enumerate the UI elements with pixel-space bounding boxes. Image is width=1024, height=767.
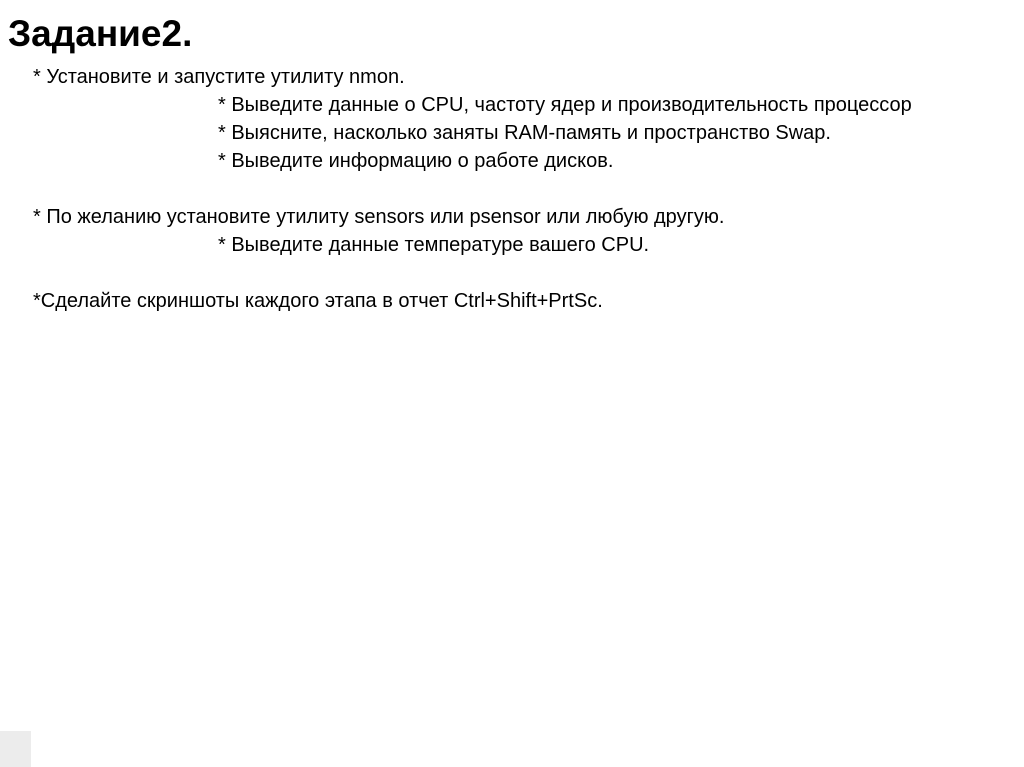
slide-title: Задание2. bbox=[8, 13, 193, 54]
task-disk-info: * Выведите информацию о работе дисков. bbox=[218, 150, 614, 172]
task-cpu-info: * Выведите данные о CPU, частоту ядер и производительность процессор bbox=[218, 94, 912, 116]
task-cpu-temperature: * Выведите данные температуре вашего CPU. bbox=[218, 234, 650, 256]
task-install-nmon: * Установите и запустите утилиту nmon. bbox=[33, 66, 405, 88]
task-install-sensors: * По желанию установите утилиту sensors или psensor или любую другую. bbox=[33, 206, 725, 228]
task-screenshots: *Сделайте скриншоты каждого этапа в отчет Ctrl+Shift+PrtSc. bbox=[33, 290, 603, 312]
corner-box bbox=[0, 731, 31, 767]
task-ram-swap: * Выясните, насколько заняты RAM-память и пространство Swap. bbox=[218, 122, 831, 144]
